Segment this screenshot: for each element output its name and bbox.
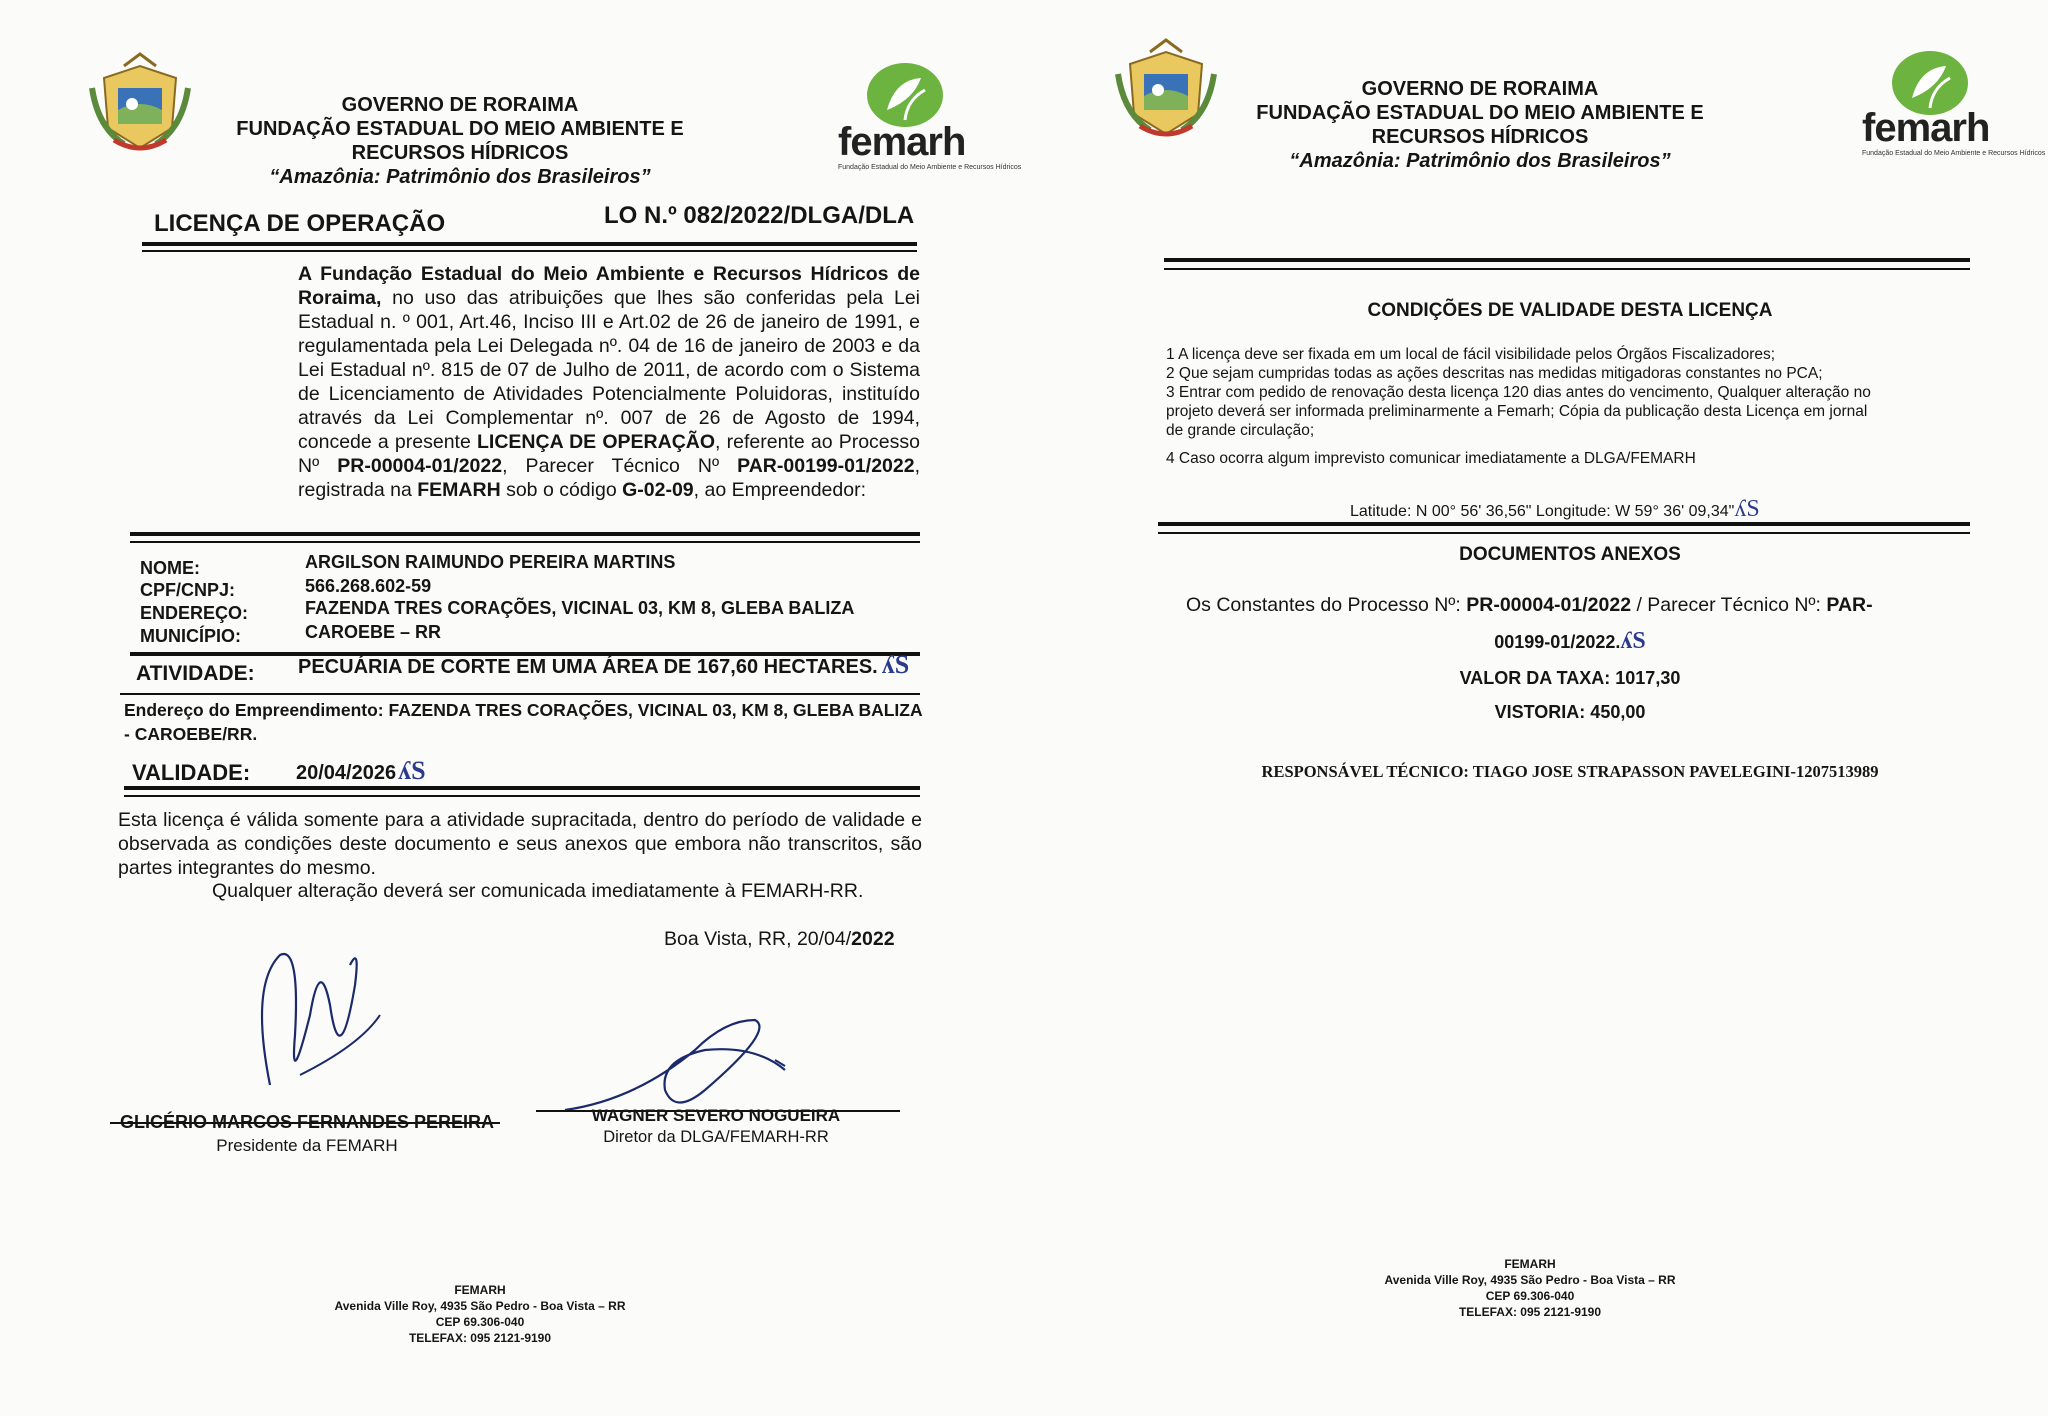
intro-text-2: , referente ao Processo Nº <box>298 431 921 477</box>
validade-label: VALIDADE: <box>132 760 251 785</box>
intro-femarh: FEMARH <box>417 479 501 501</box>
roraima-coat-of-arms-icon <box>1110 34 1222 146</box>
annex-rule <box>1158 522 1970 526</box>
validity-paragraph: Esta licença é válida somente para a atividade supracitada, dentro do período de validade e observada as condições deste documento e seus anexos que embora não transcritos, são partes integrantes do mesmo. <box>118 809 922 879</box>
condition-item: 3 Entrar com pedido de renovação desta licença 120 dias antes do vencimento, Qualquer alteração no <box>1166 384 1871 401</box>
place-date-prefix: Boa Vista, RR, 20/04/ <box>664 928 852 950</box>
intro-parecer: PAR-00199-01/2022 <box>737 455 915 477</box>
municipio-value: CAROEBE – RR <box>305 622 442 642</box>
validade-value <box>296 756 426 786</box>
intro-text-4: , registrada na <box>298 455 921 501</box>
empreendimento-label: Endereço do Empreendimento: <box>124 700 384 720</box>
annex-mid: / Parecer Técnico Nº: <box>1631 594 1827 616</box>
condition-item: 4 Caso ocorra algum imprevisto comunicar imediatamente a DLGA/FEMARH <box>1166 450 1696 467</box>
footer-phone: TELEFAX: 095 2121-9190 <box>408 1331 552 1345</box>
empreendimento-address <box>124 698 924 746</box>
cpf-label: CPF/CNPJ: <box>140 580 236 600</box>
conditions-top-rule-thin <box>1164 268 1970 270</box>
place-date <box>664 928 895 951</box>
annex-line-1 <box>1186 594 1873 617</box>
header-motto: “Amazônia: Patrimônio dos Brasileiros” <box>1289 150 1671 172</box>
intro-license: LICENÇA DE OPERAÇÃO <box>476 431 716 453</box>
condition-item: de grande circulação; <box>1166 422 1315 439</box>
annex-prefix: Os Constantes do Processo Nº: <box>1186 594 1467 616</box>
femarh-logo-subtitle: Fundação Estadual do Meio Ambiente e Recursos Hídricos <box>1862 150 2046 157</box>
intro-process: PR-00004-01/2022 <box>337 455 503 477</box>
intro-text-6: , ao Empreendedor: <box>693 479 866 501</box>
intro-code: G-02-09 <box>622 479 694 501</box>
initials-mark-1: ʎS <box>881 650 910 679</box>
conditions-page <box>1030 0 2048 1416</box>
intro-paragraph <box>298 262 920 502</box>
footer-cep: CEP 69.306-040 <box>435 1315 525 1329</box>
section-rule-4 <box>124 786 920 790</box>
annex-process: PR-00004-01/2022 <box>1466 594 1632 616</box>
doc-number: LO N.º 082/2022/DLGA/DLA <box>604 202 915 229</box>
place-date-year: 2022 <box>851 928 895 950</box>
doc-type-title: LICENÇA DE OPERAÇÃO <box>154 210 446 237</box>
annex-parecer-b: 00199-01/2022. <box>1494 632 1621 652</box>
section-rule-1 <box>130 532 920 536</box>
annex-rule-thin <box>1158 532 1970 534</box>
fee-value: VALOR DA TAXA: 1017,30 <box>1459 668 1681 688</box>
initials-mark-4: ʎS <box>1620 628 1646 654</box>
annex-title: DOCUMENTOS ANEXOS <box>1459 544 1681 565</box>
footer-address: Avenida Ville Roy, 4935 São Pedro - Boa Vista – RR <box>1384 1273 1676 1287</box>
intro-text-1: no uso das atribuições que lhes são conferidas pela Lei Estadual n. º 001, Art.46, Inciso III e Art.02 de 26 de janeiro de 1991, e regulamentada pela Lei Delegada nº. 04 de 16 de janeiro de 2003 e da Lei Estadual nº. 815 de 07 de Julho de 2011, de acordo com o Sistema de Licenciamento de Atividades Potencialmente Poluidoras, instituído através da Lei Complementar nº. 007 de 26 de Agosto de 1994, concede a presente <box>298 287 920 453</box>
sig2-name: WAGNER SEVERO NOGUEIRA <box>591 1106 841 1125</box>
footer-org: FEMARH <box>1504 1257 1556 1271</box>
intro-org: A Fundação Estadual do Meio Ambiente e Recursos Hídricos de Roraima, <box>298 263 920 309</box>
condition-item: projeto deverá ser informada preliminarmente a Femarh; Cópia da publicação desta Licença em jornal <box>1166 403 1868 420</box>
sig1-name: GLICÉRIO MARCOS FERNANDES PEREIRA <box>119 1112 495 1132</box>
intro-text-3: , Parecer Técnico Nº <box>502 455 738 477</box>
header-line-3: RECURSOS HÍDRICOS <box>351 142 569 164</box>
femarh-logo-wordmark: femarh <box>838 120 966 164</box>
endereco-value: FAZENDA TRES CORAÇÕES, VICINAL 03, KM 8, GLEBA BALIZA <box>305 598 855 618</box>
header-line-2: FUNDAÇÃO ESTADUAL DO MEIO AMBIENTE E <box>236 118 684 140</box>
sig1-role: Presidente da FEMARH <box>216 1136 398 1155</box>
header-line-3: RECURSOS HÍDRICOS <box>1371 126 1589 148</box>
footer-address: Avenida Ville Roy, 4935 São Pedro - Boa Vista – RR <box>334 1299 626 1313</box>
atividade-value <box>298 650 909 680</box>
empreendimento-value: FAZENDA TRES CORAÇÕES, VICINAL 03, KM 8, GLEBA BALIZA - CAROEBE/RR. <box>124 700 922 744</box>
femarh-logo-wordmark: femarh <box>1862 106 1990 150</box>
footer-phone: TELEFAX: 095 2121-9190 <box>1458 1305 1602 1319</box>
annex-parecer-a: PAR- <box>1826 594 1873 616</box>
annex-line-2 <box>1180 628 1960 655</box>
conditions-title: CONDIÇÕES DE VALIDADE DESTA LICENÇA <box>1367 300 1773 321</box>
header-line-1: GOVERNO DE RORAIMA <box>341 94 579 116</box>
title-underline <box>142 242 917 246</box>
condition-item: 1 A licença deve ser fixada em um local de fácil visibilidade pelos Órgãos Fiscalizadores; <box>1166 346 1776 363</box>
cpf-value: 566.268.602-59 <box>305 576 432 596</box>
nome-label: NOME: <box>140 558 200 578</box>
femarh-logo-subtitle: Fundação Estadual do Meio Ambiente e Recursos Hídricos <box>838 164 1022 171</box>
intro-text-5: sob o código <box>500 479 623 501</box>
sig2-role: Diretor da DLGA/FEMARH-RR <box>603 1128 829 1146</box>
endereco-label: ENDEREÇO: <box>140 603 249 623</box>
inspection-value: VISTORIA: 450,00 <box>1494 702 1646 722</box>
footer-org: FEMARH <box>454 1283 506 1297</box>
header-motto: “Amazônia: Patrimônio dos Brasileiros” <box>269 166 651 188</box>
section-rule-4-thin <box>124 795 920 797</box>
conditions-top-rule <box>1164 258 1970 262</box>
footer-cep: CEP 69.306-040 <box>1485 1289 1575 1303</box>
section-rule-1-thin <box>130 541 920 543</box>
change-notice: Qualquer alteração deverá ser comunicada imediatamente à FEMARH-RR. <box>212 880 864 902</box>
title-underline-thin <box>142 250 917 252</box>
validade-date: 20/04/2026 <box>296 762 397 784</box>
technical-responsible: RESPONSÁVEL TÉCNICO: TIAGO JOSE STRAPASSON PAVELEGINI-1207513989 <box>1261 762 1879 781</box>
roraima-coat-of-arms-icon <box>84 48 196 160</box>
signature-president <box>240 925 400 1115</box>
atividade-text: PECUÁRIA DE CORTE EM UMA ÁREA DE 167,60 HECTARES. <box>298 656 878 678</box>
coordinates <box>1350 496 1760 523</box>
coordinates-text: Latitude: N 00° 56' 36,56" Longitude: W 59° 36' 09,34" <box>1350 503 1735 520</box>
condition-item: 2 Que sejam cumpridas todas as ações descritas nas medidas mitigadoras constantes no PCA; <box>1166 365 1823 382</box>
header-line-2: FUNDAÇÃO ESTADUAL DO MEIO AMBIENTE E <box>1256 102 1704 124</box>
signature-director <box>555 990 855 1120</box>
initials-mark-2: ʎS <box>398 756 426 785</box>
initials-mark-3: ʎS <box>1734 496 1760 522</box>
section-rule-3 <box>120 693 920 695</box>
nome-value: ARGILSON RAIMUNDO PEREIRA MARTINS <box>305 552 676 572</box>
header-line-1: GOVERNO DE RORAIMA <box>1361 78 1599 100</box>
municipio-label: MUNICÍPIO: <box>140 626 241 646</box>
atividade-label: ATIVIDADE: <box>136 662 255 685</box>
